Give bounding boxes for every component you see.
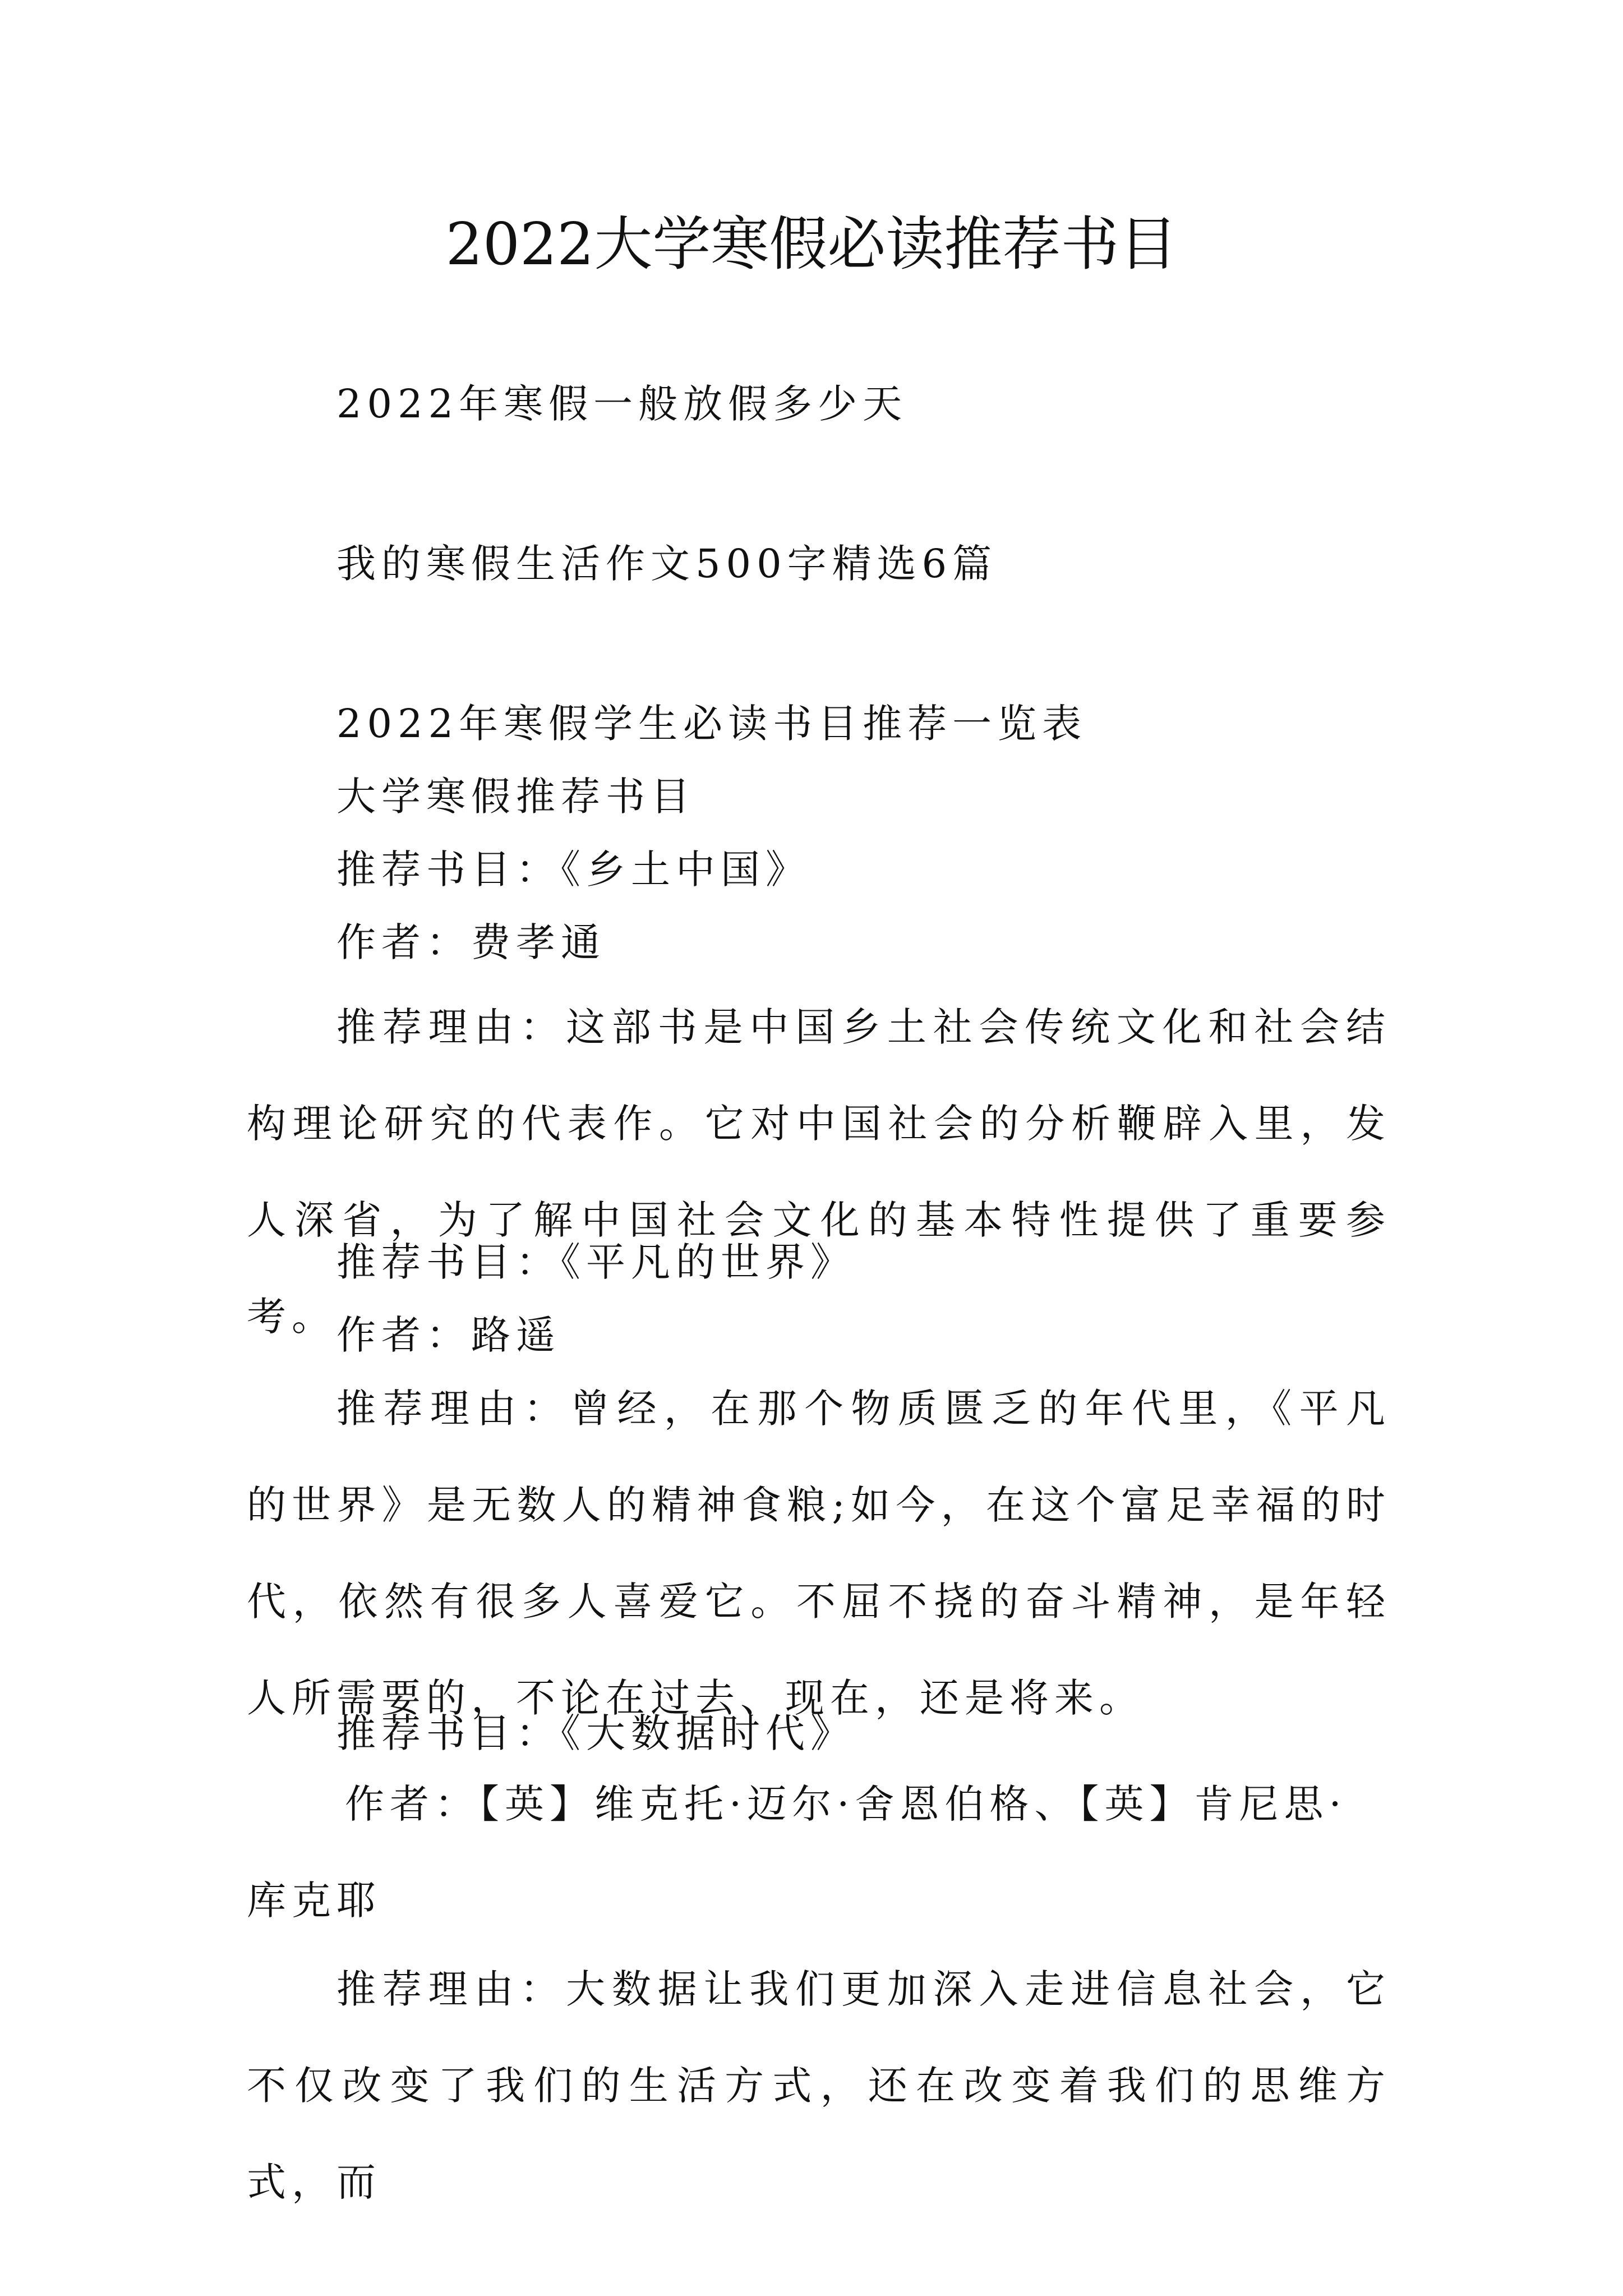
book-title-line: 推荐书目：《大数据时代》 [336,1710,855,1756]
book-reason-paragraph: 推荐理由：这部书是中国乡土社会传统文化和社会结构理论研究的代表作。它对中国社会的分析鞭辟入里，发人深省，为了解中国社会文化的基本特性提供了重要参考。 [247,1004,1391,1340]
book-author-line: 作者：路遥 [336,1312,561,1358]
document-title: 2022大学寒假必读推荐书目 [445,210,1178,278]
book-title-line: 推荐书目：《乡土中国》 [336,846,810,892]
section-heading: 大学寒假推荐书目 [336,774,695,820]
book-author-line: 作者：费孝通 [336,919,606,965]
book-reason-paragraph: 推荐理由：大数据让我们更加深入走进信息社会，它不仅改变了我们的生活方式，还在改变着我们的思维方式，而 [247,1966,1391,2205]
related-link-essay[interactable]: 我的寒假生活作文500字精选6篇 [336,541,998,587]
related-link-holiday-days[interactable]: 2022年寒假一般放假多少天 [336,381,908,427]
related-link-reading-list[interactable]: 2022年寒假学生必读书目推荐一览表 [336,701,1087,747]
book-author-line: 作者：【英】维克托·迈尔·舍恩伯格、【英】肯尼思·库克耶 [247,1781,1347,1924]
book-title-line: 推荐书目：《平凡的世界》 [336,1239,855,1285]
book-reason-paragraph: 推荐理由：曾经，在那个物质匮乏的年代里，《平凡的世界》是无数人的精神食粮;如今，在这个富足幸福的时代，依然有很多人喜爱它。不屈不挠的奋斗精神，是年轻人所需要的，不论在过去、现在，还是将来。 [247,1386,1391,1721]
